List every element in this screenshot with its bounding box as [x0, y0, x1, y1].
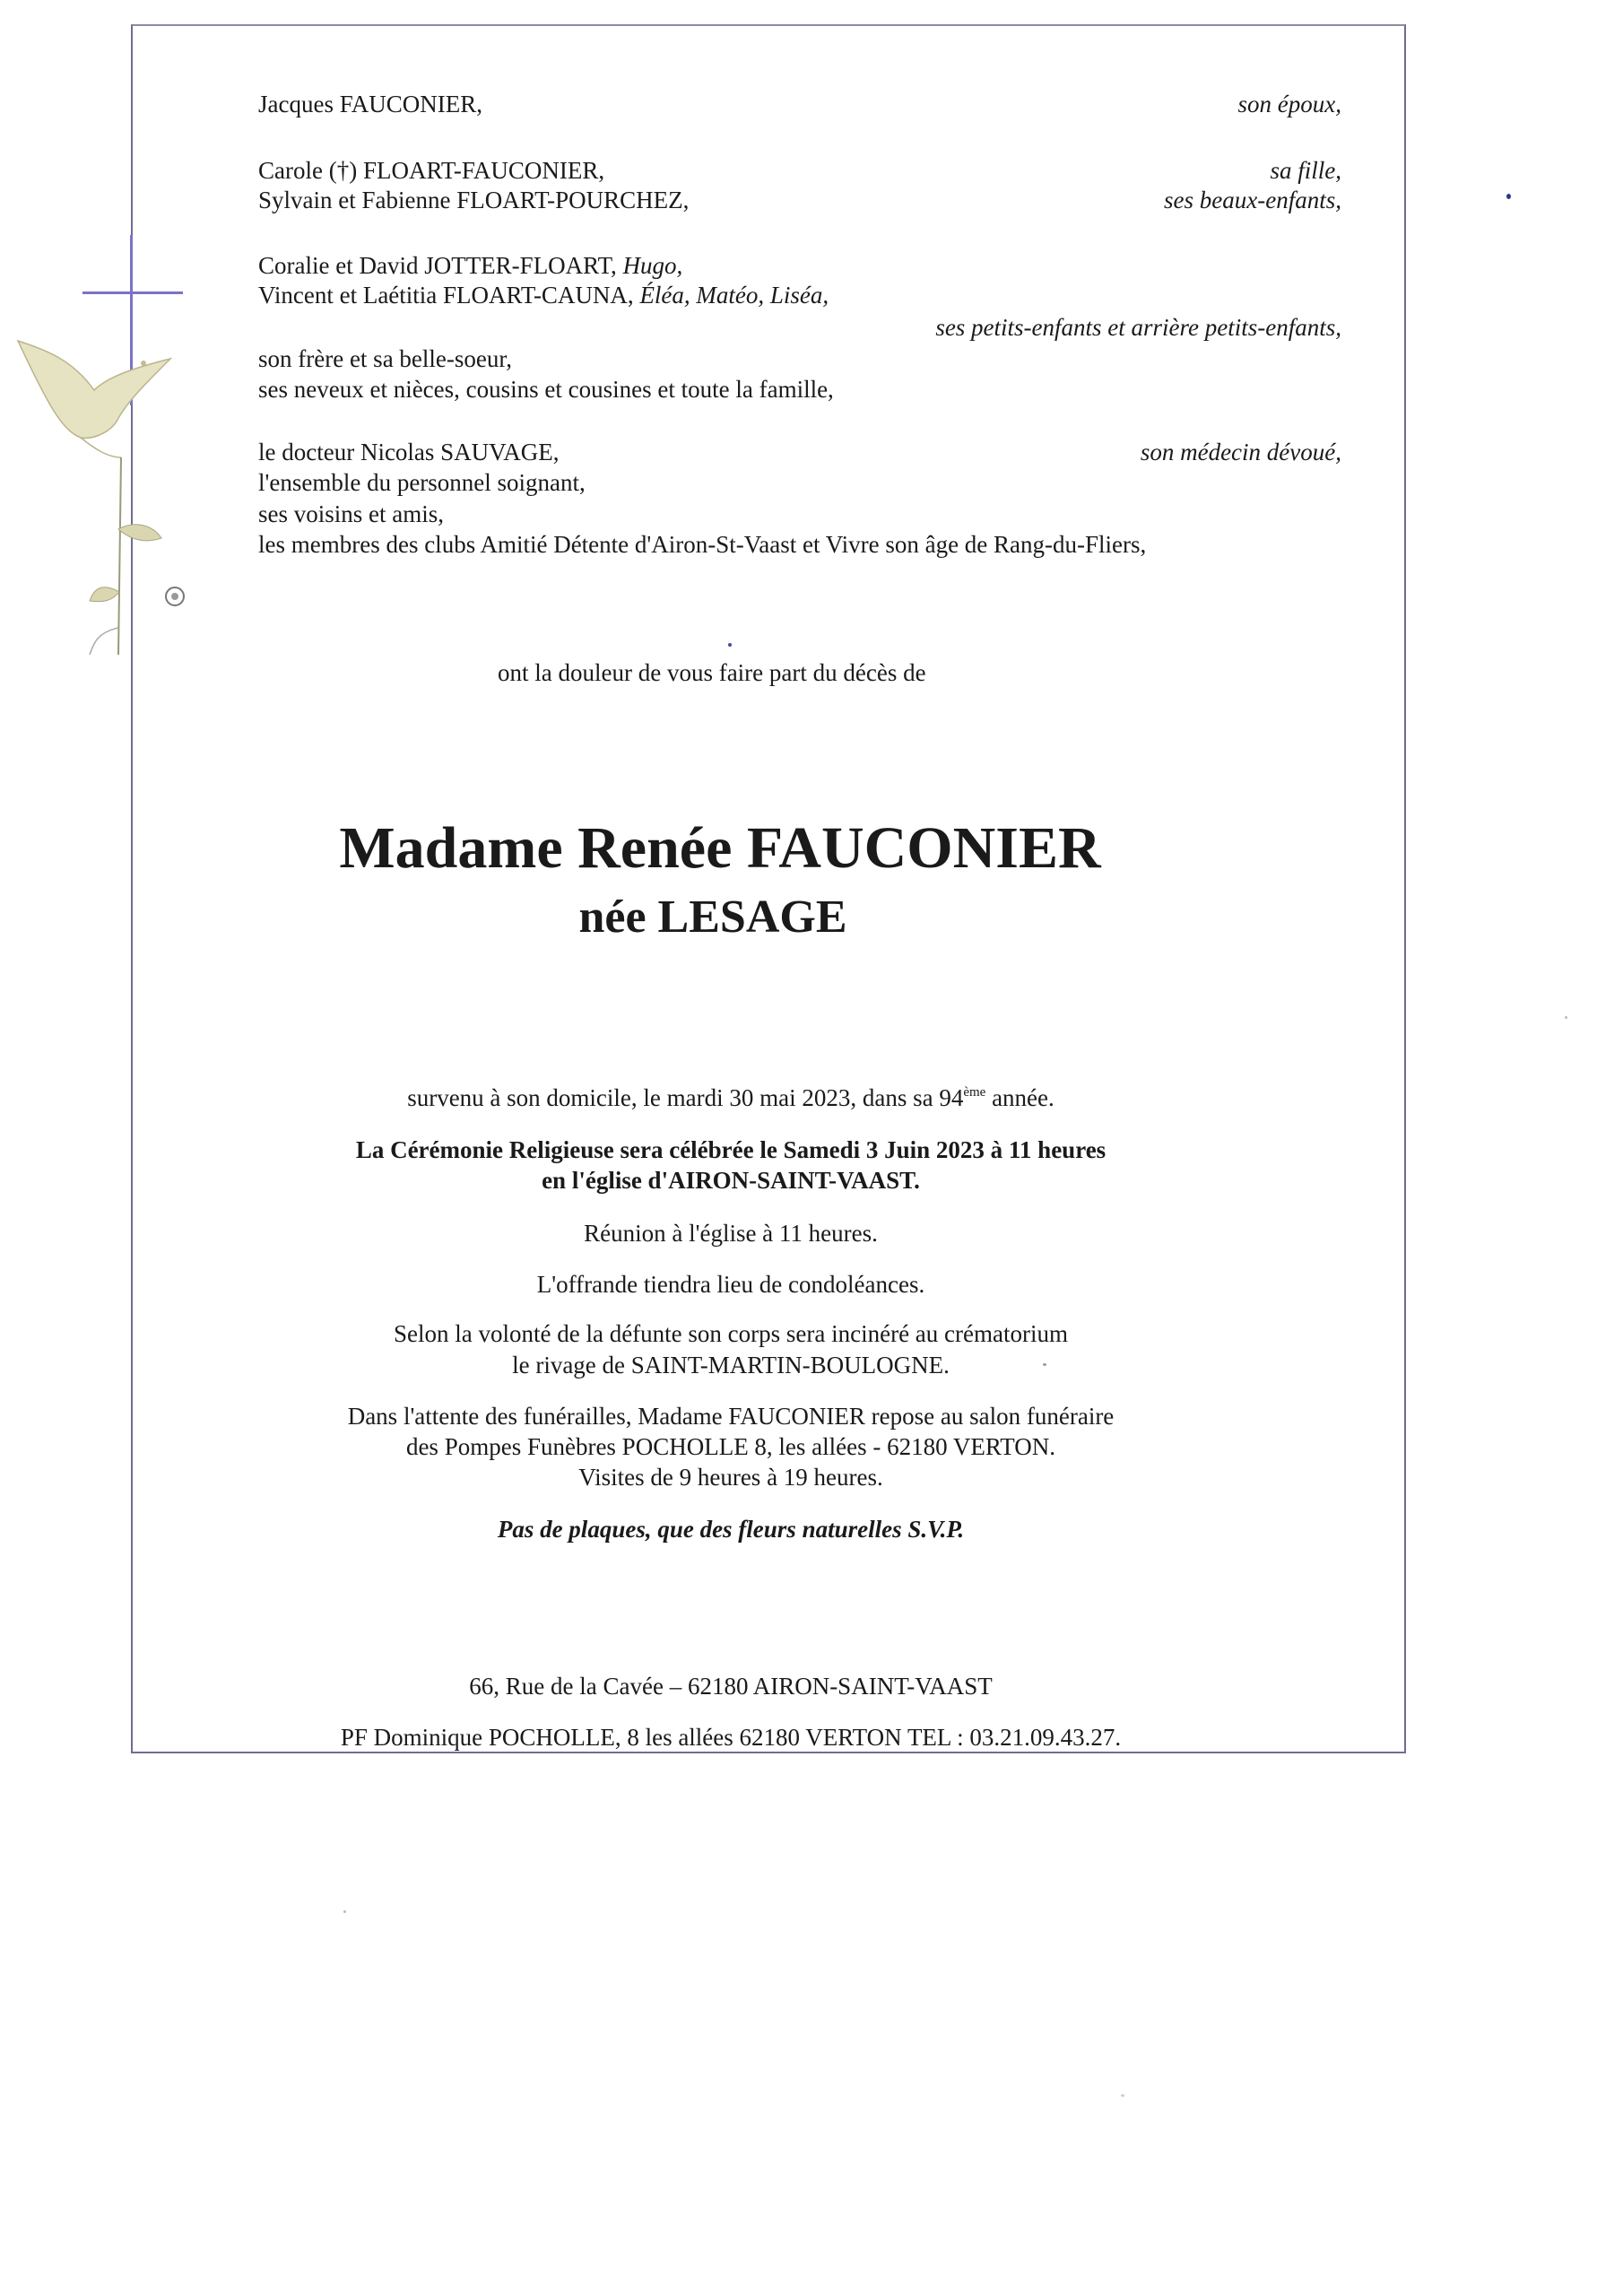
family-role-3: ses beaux-enfants, [1164, 187, 1341, 213]
scan-speck [343, 1910, 346, 1913]
cross-bar [82, 291, 183, 294]
family-role-1: son époux, [1237, 91, 1341, 117]
deceased-name: Madame Renée FAUCONIER [339, 815, 1101, 881]
family-line-8: ses neveux et nièces, cousins et cousines et toute la famille, [258, 376, 834, 403]
family-line-12: les membres des clubs Amitié Détente d'Airon-St-Vaast et Vivre son âge de Rang-du-Fliers, [258, 531, 1147, 558]
announcement-text: ont la douleur de vous faire part du décès de [498, 659, 926, 686]
family-line-10: l'ensemble du personnel soignant, [258, 469, 586, 496]
death-details [0, 1083, 1542, 1113]
scan-speck [728, 643, 732, 647]
cremation-line-2: le rivage de SAINT-MARTIN-BOULOGNE. [512, 1352, 950, 1378]
funeral-home-line-2: des Pompes Funèbres POCHOLLE 8, les allées - 62180 VERTON. [405, 1433, 1056, 1460]
family-name-4: Coralie et David JOTTER-FLOART, [258, 252, 617, 279]
dove-flower-icon [9, 323, 188, 664]
funeral-home-line-3: Visites de 9 heures à 19 heures. [578, 1464, 883, 1491]
family-line-7: son frère et sa belle-soeur, [258, 345, 513, 372]
family-role-9: son médecin dévoué, [1140, 439, 1341, 465]
flowers-note: Pas de plaques, que des fleurs naturelles S.V.P. [497, 1516, 965, 1543]
family-children-4: Hugo, [622, 252, 683, 279]
deceased-maiden-name: née LESAGE [578, 891, 847, 943]
undertaker-text: PF Dominique POCHOLLE, 8 les allées 62180 VERTON TEL : 03.21.09.43.27. [340, 1724, 1122, 1751]
family-line-4 [258, 250, 682, 281]
meeting-text: Réunion à l'église à 11 heures. [584, 1220, 878, 1247]
family-role-6: ses petits-enfants et arrière petits-enfants, [935, 314, 1341, 341]
death-superscript: ème [963, 1085, 986, 1100]
offering-text: L'offrande tiendra lieu de condoléances. [536, 1271, 925, 1298]
death-text: survenu à son domicile, le mardi 30 mai 2023, dans sa 94 [407, 1084, 964, 1111]
address-text: 66, Rue de la Cavée – 62180 AIRON-SAINT-VAAST [469, 1673, 993, 1700]
death-after: année. [985, 1084, 1055, 1111]
ceremony-line-2: en l'église d'AIRON-SAINT-VAAST. [542, 1167, 920, 1194]
family-line-5 [258, 280, 829, 310]
family-line-3: Sylvain et Fabienne FLOART-POURCHEZ, [258, 187, 690, 213]
family-line-1: Jacques FAUCONIER, [258, 91, 482, 117]
family-name-5: Vincent et Laétitia FLOART-CAUNA, [258, 282, 634, 309]
family-line-9: le docteur Nicolas SAUVAGE, [258, 439, 560, 465]
cremation-line-1: Selon la volonté de la défunte son corps sera incinéré au crématorium [394, 1320, 1068, 1347]
scan-speck [1043, 1363, 1046, 1366]
funeral-home-line-1: Dans l'attente des funérailles, Madame FAUCONIER repose au salon funéraire [347, 1403, 1115, 1430]
scan-speck [1506, 194, 1511, 199]
family-line-11: ses voisins et amis, [258, 500, 444, 527]
family-role-2: sa fille, [1270, 157, 1341, 184]
family-children-5: Éléa, Matéo, Liséa, [639, 282, 829, 309]
family-line-2: Carole (†) FLOART-FAUCONIER, [258, 157, 605, 184]
scan-speck [1121, 2094, 1124, 2097]
scan-speck [1565, 1016, 1567, 1019]
ceremony-line-1: La Cérémonie Religieuse sera célébrée le Samedi 3 Juin 2023 à 11 heures [355, 1136, 1107, 1163]
